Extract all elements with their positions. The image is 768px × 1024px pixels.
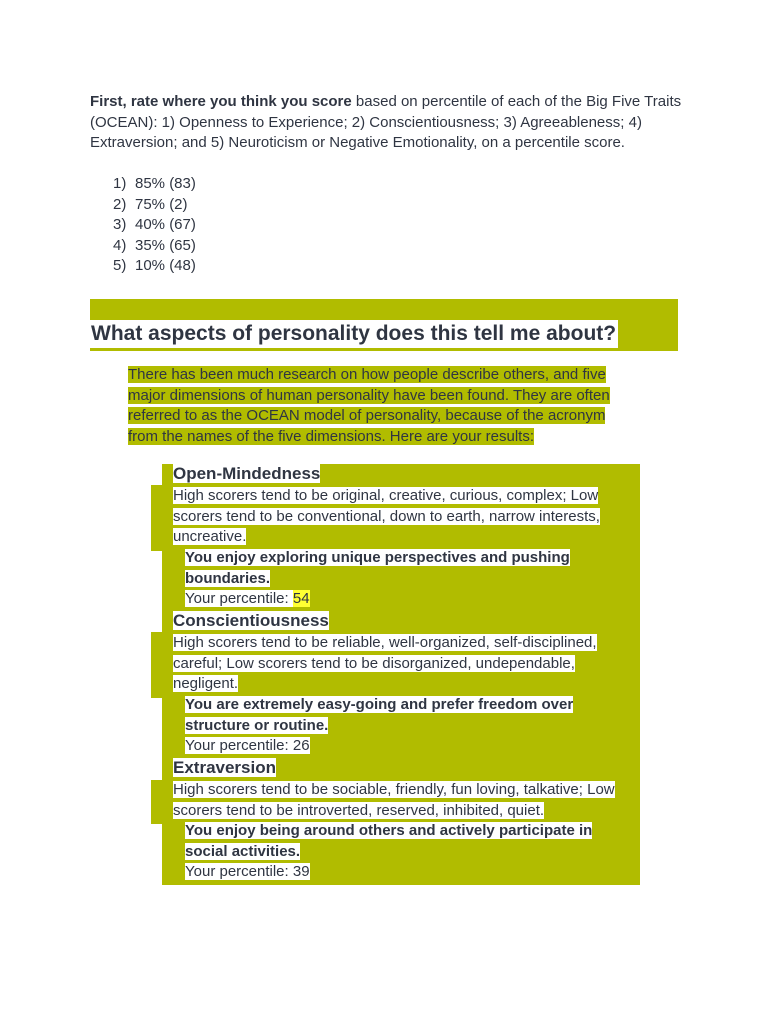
percentile-value: 54 bbox=[292, 590, 310, 607]
rating-item: 2) 75% (2) bbox=[113, 195, 188, 213]
section-heading: What aspects of personality does this tell me about? bbox=[90, 320, 618, 348]
intro-paragraph bbox=[90, 92, 690, 154]
rating-item: 1) 85% (83) bbox=[113, 175, 196, 192]
trait-title-open-mindedness: Open-Mindedness bbox=[173, 464, 321, 483]
percentile-value: 26 bbox=[292, 737, 310, 754]
trait-summary: You enjoy being around others and actively participate in social activities. bbox=[185, 822, 593, 860]
panel-tab bbox=[151, 780, 163, 824]
rating-item: 3) 40% (67) bbox=[113, 216, 196, 233]
ocean-description: There has been much research on how people describe others, and five major dimensions of human personality have been found. They are often referred to as the OCEAN model of personality, because of the acronym from the names of the five dimensions. Here are your results: bbox=[128, 366, 610, 445]
trait-summary: You are extremely easy-going and prefer freedom over structure or routine. bbox=[185, 696, 574, 734]
trait-title-conscientiousness: Conscientiousness bbox=[173, 611, 329, 630]
percentile-value: 39 bbox=[292, 863, 310, 880]
rating-item: 5) 10% (48) bbox=[113, 257, 196, 274]
panel-tab bbox=[151, 485, 163, 551]
trait-summary: You enjoy exploring unique perspectives and pushing boundaries. bbox=[185, 549, 570, 587]
panel-tab bbox=[151, 632, 163, 698]
ratings-list bbox=[113, 174, 196, 277]
trait-percentile: Your percentile: 39 bbox=[185, 863, 310, 880]
trait-percentile: Your percentile: 54 bbox=[185, 590, 310, 607]
trait-description: High scorers tend to be reliable, well-organized, self-disciplined, careful; Low scorers tend to be disorganized, undependable, negligent. bbox=[173, 634, 597, 692]
trait-description: High scorers tend to be original, creative, curious, complex; Low scorers tend to be conventional, down to earth, narrow interests, uncreative. bbox=[173, 487, 600, 545]
trait-description: High scorers tend to be sociable, friendly, fun loving, talkative; Low scorers tend to be introverted, reserved, inhibited, quiet. bbox=[173, 781, 615, 819]
intro-rest: based on percentile of each of the Big Five Traits (OCEAN): 1) Openness to Experience; 2) Conscientiousness; 3) Agreeableness; 4) Extraversion; and 5) Neuroticism or Negative Emotionality, on a percentile score. bbox=[90, 93, 682, 151]
trait-percentile: Your percentile: 26 bbox=[185, 737, 310, 754]
trait-title-extraversion: Extraversion bbox=[173, 758, 276, 777]
rating-item: 4) 35% (65) bbox=[113, 236, 196, 254]
intro-lead: First, rate where you think you score bbox=[90, 93, 352, 110]
